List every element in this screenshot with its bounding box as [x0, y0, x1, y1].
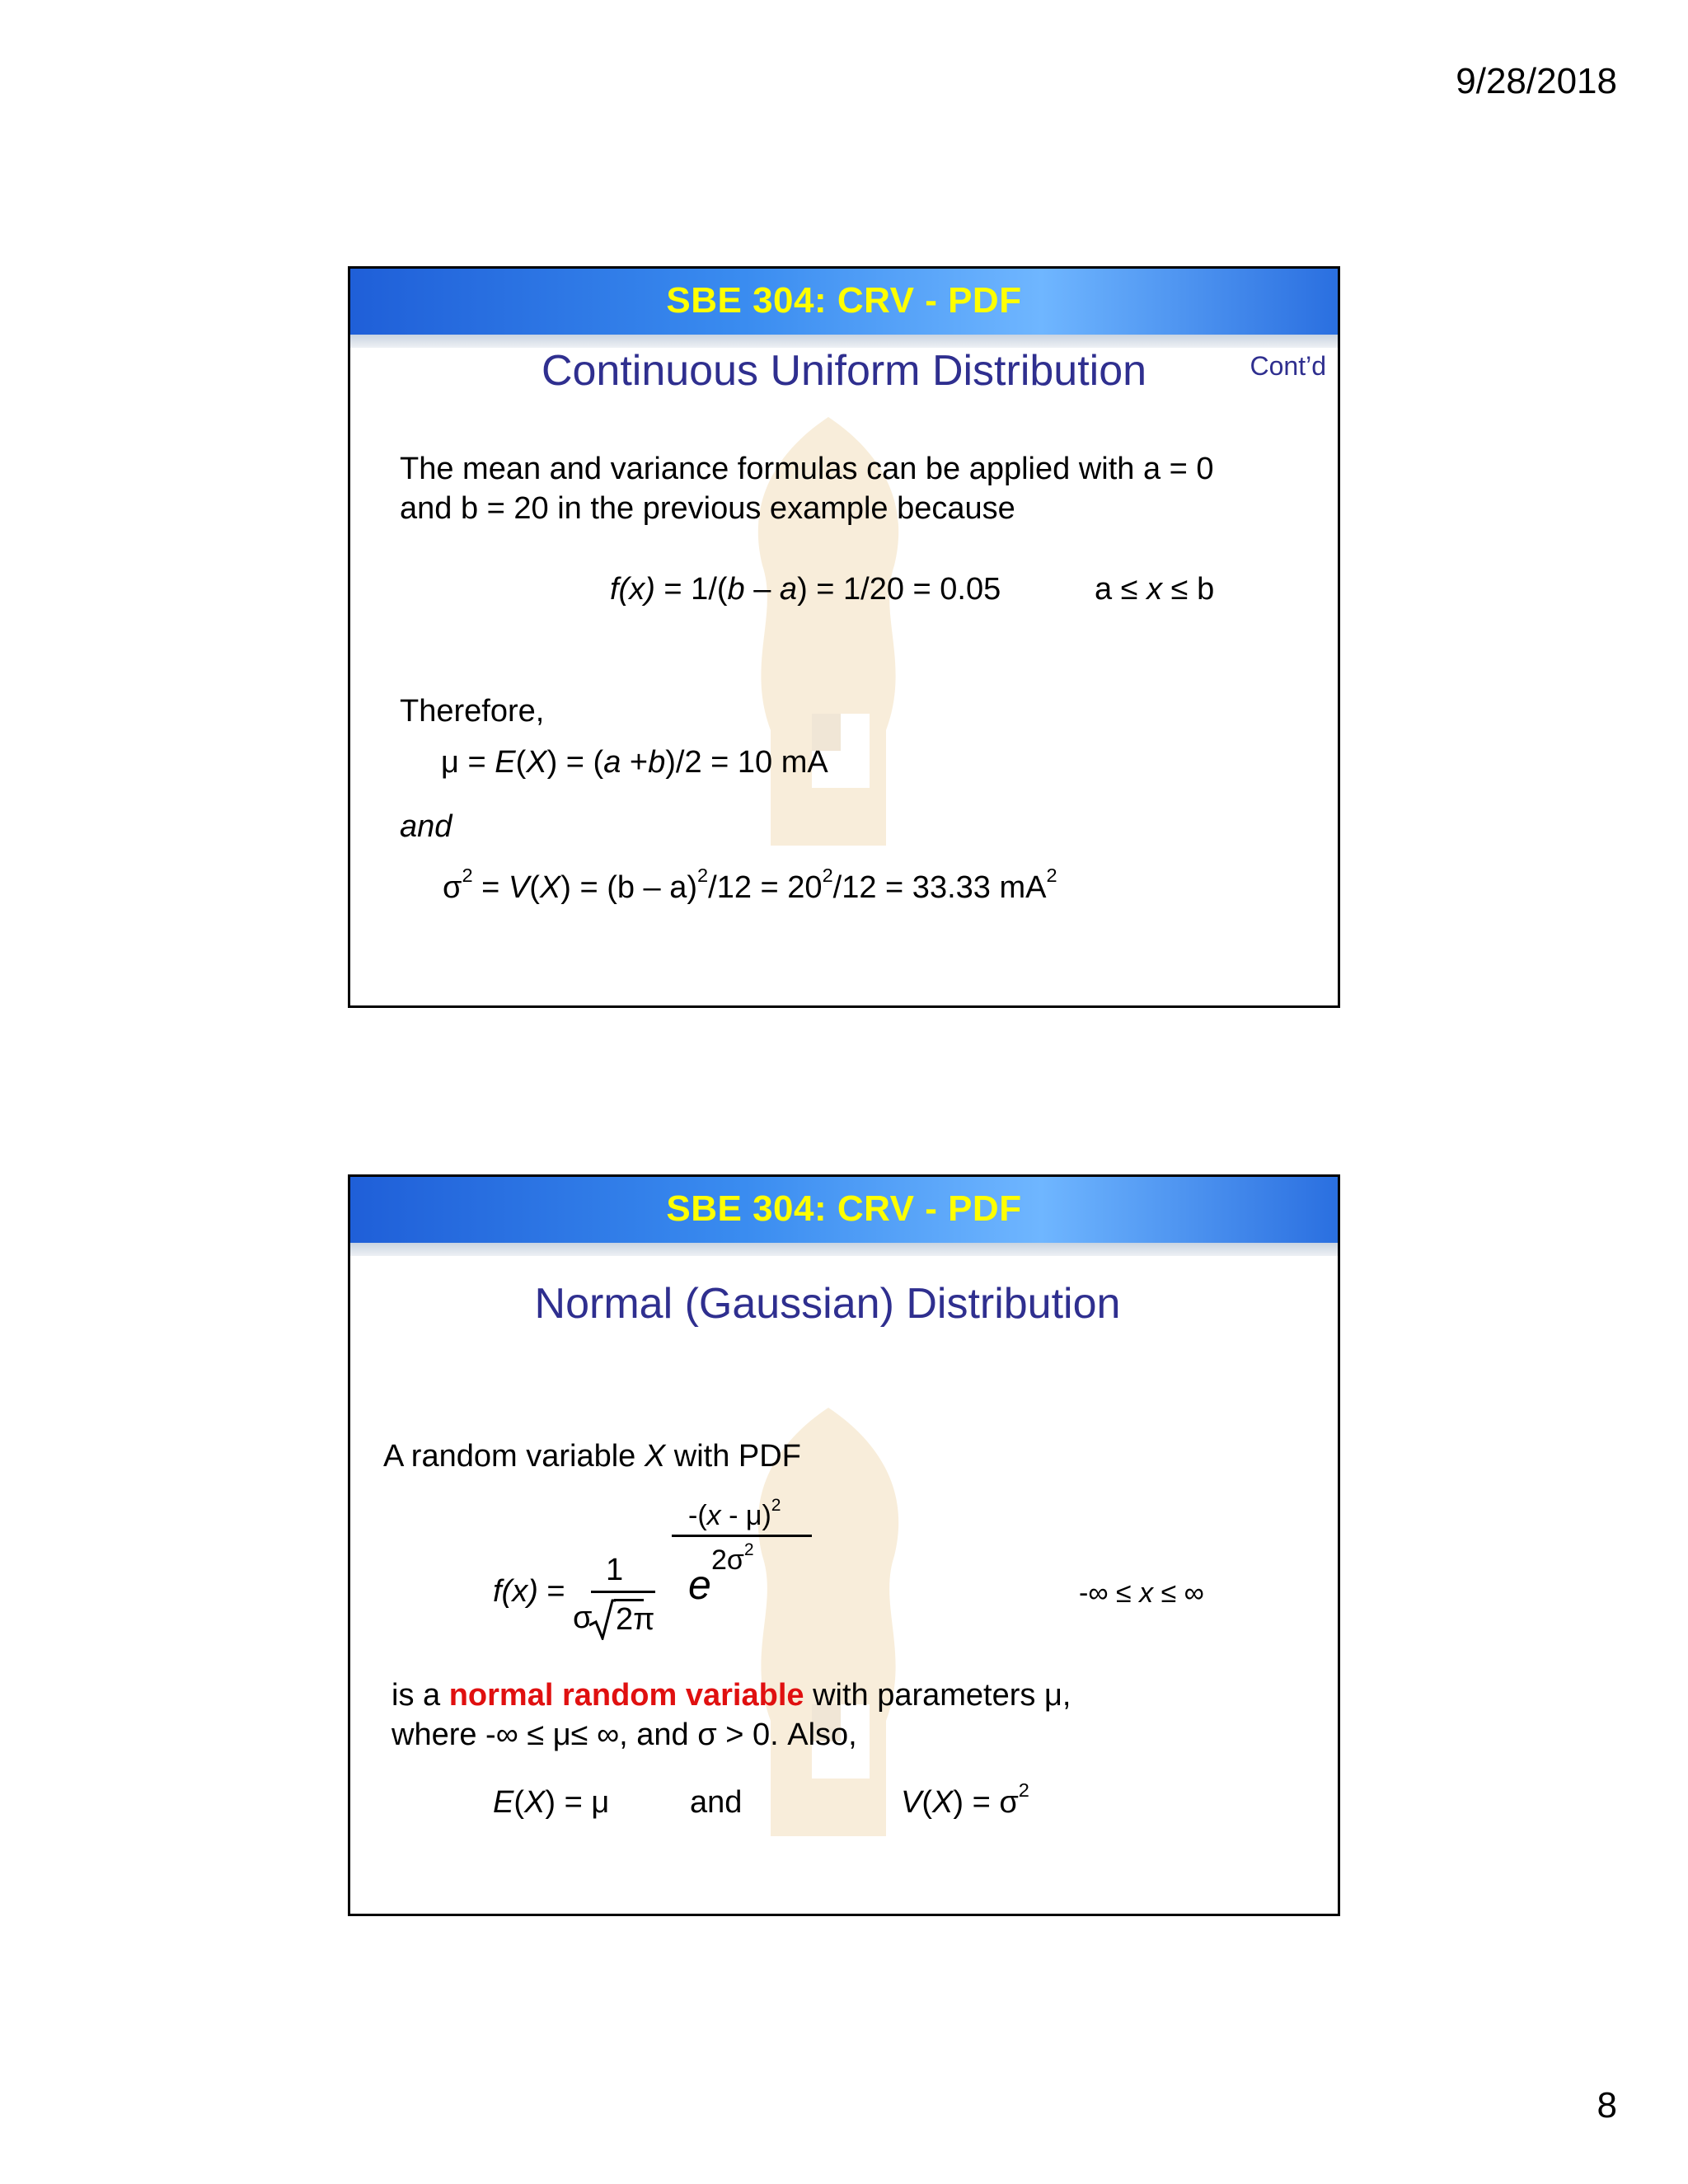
description-line-2: where -∞ ≤ μ≤ ∞, and σ > 0. Also, [392, 1718, 857, 1752]
slide-heading: Continuous Uniform Distribution [541, 347, 1147, 395]
exponent-fraction-bar [672, 1535, 812, 1537]
sqrt-icon [588, 1597, 616, 1640]
intro-text: A random variable X with PDF [383, 1439, 801, 1474]
normal-random-variable-term: normal random variable [448, 1678, 804, 1713]
expected-value: E(X) = μ [493, 1785, 610, 1820]
slide-heading: Normal (Gaussian) Distribution [534, 1280, 1121, 1328]
banner-title: SBE 304: CRV - PDF [666, 1188, 1022, 1229]
pdf-fraction-bar [591, 1591, 655, 1593]
therefore-label: Therefore, [400, 694, 545, 729]
normal-pdf-lhs: f(x) = [493, 1574, 565, 1609]
uniform-range: a ≤ x ≤ b [1095, 572, 1215, 607]
slide-uniform-distribution [348, 266, 1340, 1008]
variance-formula: $\sigma^2 = V(X) = (b - a)^2/12 = 20^2/12 = 33.33$ $mA^2$ [443, 865, 1057, 905]
pdf-exponential-e: e [688, 1562, 711, 1608]
and-connector: and [690, 1785, 743, 1820]
slide-normal-distribution [348, 1174, 1340, 1916]
pdf-denominator-2pi: 2π [616, 1602, 655, 1637]
and-label: and [400, 809, 452, 844]
page-date: 9/28/2018 [1456, 61, 1617, 101]
banner-title: SBE 304: CRV - PDF [666, 280, 1022, 321]
exponent-numerator: -(x - μ)$^2$ [688, 1496, 781, 1531]
pdf-numerator-one: 1 [606, 1553, 624, 1587]
pdf-denominator-sigma: σ [573, 1601, 593, 1635]
normal-range: -∞ ≤ x ≤ ∞ [1079, 1577, 1204, 1609]
mean-formula: μ = E(X) = (a +b)/2 = 10 mA [441, 745, 828, 780]
exponent-denominator: $2\sigma^2$ [711, 1540, 754, 1576]
contd-label: Cont’d [1250, 351, 1326, 381]
variance-value: $V(X) = \sigma^2$ [901, 1779, 1029, 1820]
page-number: 8 [1597, 2085, 1617, 2125]
uniform-pdf-formula: f(x) = 1/(b – a) = 1/20 = 0.05 [610, 572, 1001, 607]
description-line-1: is a normal random variable with parameters μ, [392, 1678, 1071, 1713]
paragraph-line-1: The mean and variance formulas can be applied with a = 0 [400, 452, 1214, 486]
paragraph-line-2: and b = 20 in the previous example because [400, 491, 1015, 526]
